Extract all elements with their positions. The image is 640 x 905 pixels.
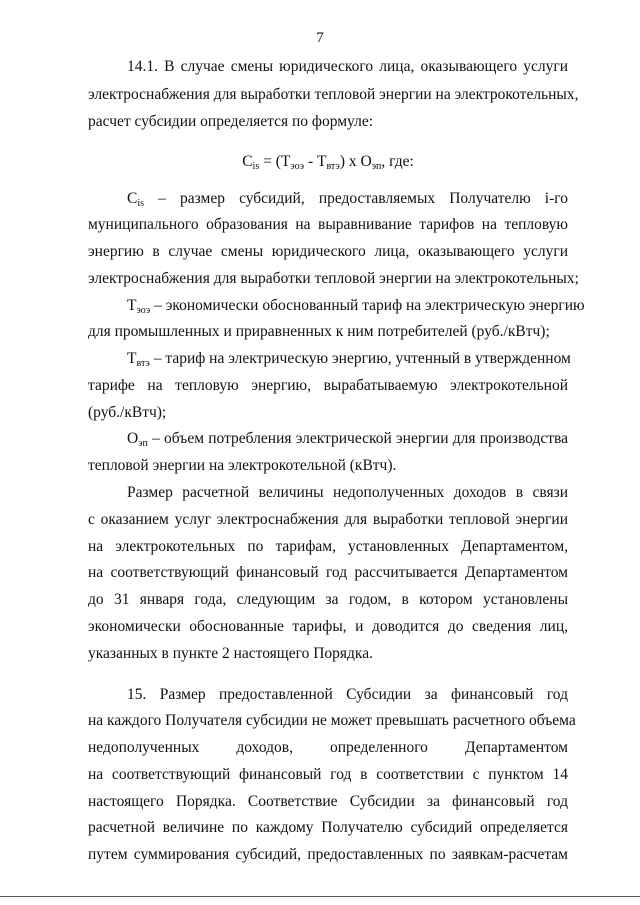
def-o-line-2: тепловой энергии на электрокотельной (кВтч). [88, 457, 397, 474]
p-size-line-6: экономически обоснованные тарифы, и доводится до сведения лиц, [88, 618, 568, 635]
def-t2-line-2: тарифе на тепловую энергию, вырабатываемую электрокотельной [88, 377, 568, 394]
def-t2-line-3: (руб./кВтч); [88, 404, 167, 421]
p15-line-3: недополученных доходов, определенного Департаментом [88, 739, 568, 756]
p15-line-7: путем суммирования субсидий, предоставленных по заявкам-расчетам [88, 846, 568, 863]
p14-1-line-1: 14.1. В случае смены юридического лица, оказывающего услуги [127, 58, 568, 75]
def-t2-line-1: $T_{втэ}$ – тариф на электрическую энергию, учтенный в утвержденном [127, 350, 571, 369]
p15-line-6: расчетной величине по каждому Получателю субсидий определяется [88, 819, 568, 836]
formula: $C_{is} = (T_{эоэ} - T_{втэ})$ x $O_{эп}$, где: [242, 153, 414, 172]
def-t1-line-2: для промышленных и приравненных к ним потребителей (руб./кВтч); [88, 323, 550, 340]
p14-1-line-3: расчет субсидии определяется по формуле: [88, 113, 374, 130]
p14-1-line-2: электроснабжения для выработки тепловой энергии на электрокотельных, [88, 86, 579, 103]
def-c-line-3: энергию в случае смены юридического лица, оказывающего услуги [88, 243, 568, 260]
p-size-line-7: указанных в пункте 2 настоящего Порядка. [88, 645, 373, 662]
p15-line-5: настоящего Порядка. Соответствие Субсидии за финансовый год [88, 793, 568, 810]
p15-line-2: на каждого Получателя субсидии не может превышать расчетного объема [88, 712, 576, 729]
def-t1-line-1: $T_{эоэ}$ – экономически обоснованный тариф на электрическую энергию [127, 297, 585, 316]
bottom-edge-divider [0, 896, 640, 897]
page-number: 7 [316, 30, 324, 46]
p-size-line-1: Размер расчетной величины недополученных доходов в связи [127, 484, 568, 501]
p-size-line-2: с оказанием услуг электроснабжения для выработки тепловой энергии [88, 511, 568, 528]
p-size-line-5: до 31 января года, следующим за годом, в котором установлены [88, 591, 568, 608]
def-c-line-1: $C_{is}$ – размер субсидий, предоставляемых Получателю i-го [127, 190, 568, 209]
def-c-line-2: муниципального образования на выравнивание тарифов на тепловую [88, 216, 568, 233]
def-c-line-4: электроснабжения для выработки тепловой энергии на электрокотельных; [88, 270, 579, 287]
p15-line-4: на соответствующий финансовый год в соответствии с пунктом 14 [88, 766, 568, 783]
p-size-line-3: на электрокотельных по тарифам, установленных Департаментом, [88, 538, 568, 555]
def-o-line-1: $O_{эп}$ – объем потребления электрической энергии для производства [127, 430, 568, 449]
p-size-line-4: на соответствующий финансовый год рассчитывается Департаментом [88, 564, 568, 581]
p15-line-1: 15. Размер предоставленной Субсидии за финансовый год [127, 686, 568, 703]
